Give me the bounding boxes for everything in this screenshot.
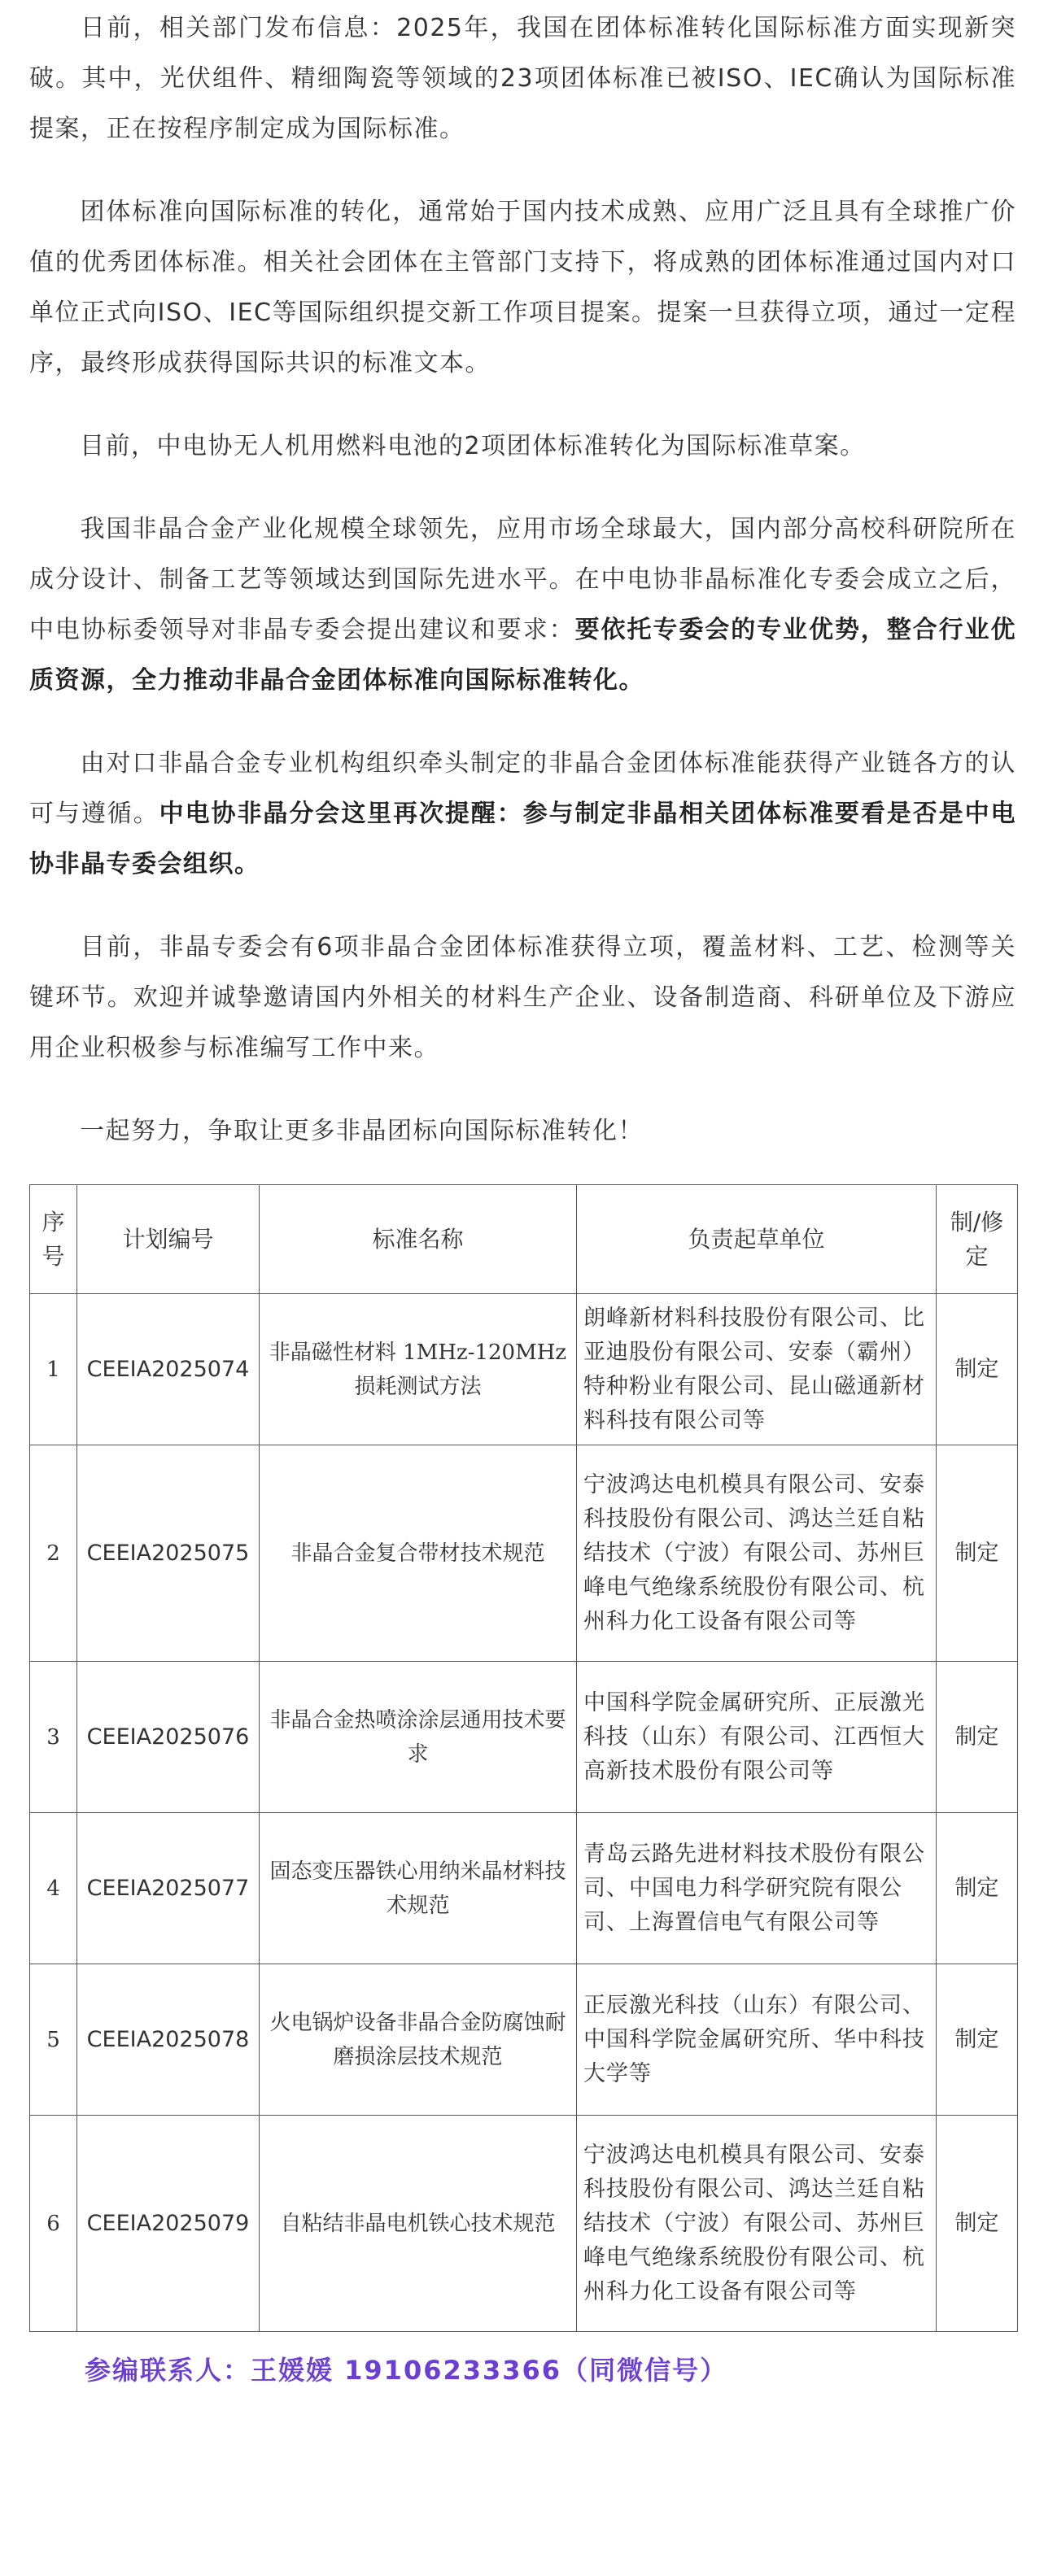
row-unit: 朗峰新材料科技股份有限公司、比亚迪股份有限公司、安泰（霸州）特种粉业有限公司、昆山磁通新材料科技有限公司等 [577, 1294, 937, 1445]
paragraph-2 [29, 187, 1016, 389]
table-header-row [30, 1185, 1018, 1294]
row-name: 非晶磁性材料 1MHz-120MHz 损耗测试方法 [260, 1294, 577, 1445]
row-type: 制定 [937, 2116, 1018, 2332]
paragraph-4-text: 我国非晶合金产业化规模全球领先，应用市场全球最大，国内部分高校科研院所在成分设计、制备工艺等领域达到国际先进水平。在中电协非晶标准化专委会成立之后，中电协标委领导对非晶专委会提出建议和要求： [29, 515, 1016, 644]
row-code: CEEIA2025075 [77, 1445, 260, 1662]
row-unit: 青岛云路先进材料技术股份有限公司、中国电力科学研究院有限公司、上海置信电气有限公司等 [577, 1813, 937, 1964]
row-no: 6 [30, 2116, 77, 2332]
row-name: 非晶合金热喷涂涂层通用技术要求 [260, 1662, 577, 1813]
row-name: 非晶合金复合带材技术规范 [260, 1445, 577, 1662]
row-name: 自粘结非晶电机铁心技术规范 [260, 2116, 577, 2332]
header-code: 计划编号 [77, 1185, 260, 1294]
table-row [30, 2116, 1018, 2332]
row-code: CEEIA2025079 [77, 2116, 260, 2332]
header-unit: 负责起草单位 [577, 1185, 937, 1294]
paragraph-6-text: 目前，非晶专委会有6项非晶合金团体标准获得立项，覆盖材料、工艺、检测等关键环节。欢迎并诚挚邀请国内外相关的材料生产企业、设备制造商、科研单位及下游应用企业积极参与标准编写工作中来。 [29, 933, 1016, 1062]
header-no: 序号 [30, 1185, 77, 1294]
row-type: 制定 [937, 1964, 1018, 2116]
paragraph-3-text: 目前，中电协无人机用燃料电池的2项团体标准转化为国际标准草案。 [80, 432, 866, 460]
contact-line: 参编联系人：王媛媛 19106233366（同微信号） [85, 2355, 728, 2386]
row-unit: 正辰激光科技（山东）有限公司、中国科学院金属研究所、华中科技大学等 [577, 1964, 937, 2116]
standards-table [29, 1184, 1018, 2332]
row-no: 3 [30, 1662, 77, 1813]
row-no: 2 [30, 1445, 77, 1662]
paragraph-4 [29, 504, 1016, 706]
row-type: 制定 [937, 1813, 1018, 1964]
paragraph-1-text: 日前，相关部门发布信息：2025年，我国在团体标准转化国际标准方面实现新突破。其中，光伏组件、精细陶瓷等领域的23项团体标准已被ISO、IEC确认为国际标准提案，正在按程序制定成为国际标准。 [29, 14, 1016, 143]
table-row [30, 1813, 1018, 1964]
row-no: 1 [30, 1294, 77, 1445]
table-row [30, 1964, 1018, 2116]
paragraph-5 [29, 739, 1016, 890]
paragraph-5-text: 由对口非晶合金专业机构组织牵头制定的非晶合金团体标准能获得产业链各方的认可与遵循。 [29, 749, 1016, 828]
paragraph-1 [29, 3, 1016, 155]
row-code: CEEIA2025074 [77, 1294, 260, 1445]
table-row [30, 1294, 1018, 1445]
row-name: 火电锅炉设备非晶合金防腐蚀耐磨损涂层技术规范 [260, 1964, 577, 2116]
paragraph-7-text: 一起努力，争取让更多非晶团标向国际标准转化！ [80, 1117, 644, 1145]
header-name: 标准名称 [260, 1185, 577, 1294]
table-row [30, 1662, 1018, 1813]
row-type: 制定 [937, 1445, 1018, 1662]
row-no: 5 [30, 1964, 77, 2116]
row-unit: 宁波鸿达电机模具有限公司、安泰科技股份有限公司、鸿达兰廷自粘结技术（宁波）有限公司、苏州巨峰电气绝缘系统股份有限公司、杭州科力化工设备有限公司等 [577, 2116, 937, 2332]
row-type: 制定 [937, 1294, 1018, 1445]
row-code: CEEIA2025078 [77, 1964, 260, 2116]
paragraph-7 [29, 1106, 1016, 1157]
row-no: 4 [30, 1813, 77, 1964]
paragraph-5-emphasis: 中电协非晶分会这里再次提醒：参与制定非晶相关团体标准要看是否是中电协非晶专委会组织。 [29, 800, 1017, 878]
row-type: 制定 [937, 1662, 1018, 1813]
table-row [30, 1445, 1018, 1662]
row-code: CEEIA2025077 [77, 1813, 260, 1964]
paragraph-4-emphasis: 要依托专委会的专业优势，整合行业优质资源，全力推动非晶合金团体标准向国际标准转化。 [29, 616, 1017, 695]
paragraph-6 [29, 922, 1016, 1074]
row-name: 固态变压器铁心用纳米晶材料技术规范 [260, 1813, 577, 1964]
row-unit: 中国科学院金属研究所、正辰激光科技（山东）有限公司、江西恒大高新技术股份有限公司等 [577, 1662, 937, 1813]
paragraph-2-text: 团体标准向国际标准的转化，通常始于国内技术成熟、应用广泛且具有全球推广价值的优秀团体标准。相关社会团体在主管部门支持下，将成熟的团体标准通过国内对口单位正式向ISO、IEC等国际组织提交新工作项目提案。提案一旦获得立项，通过一定程序，最终形成获得国际共识的标准文本。 [29, 198, 1016, 377]
header-type: 制/修定 [937, 1185, 1018, 1294]
paragraph-3 [29, 421, 1016, 472]
row-unit: 宁波鸿达电机模具有限公司、安泰科技股份有限公司、鸿达兰廷自粘结技术（宁波）有限公司、苏州巨峰电气绝缘系统股份有限公司、杭州科力化工设备有限公司等 [577, 1445, 937, 1662]
row-code: CEEIA2025076 [77, 1662, 260, 1813]
